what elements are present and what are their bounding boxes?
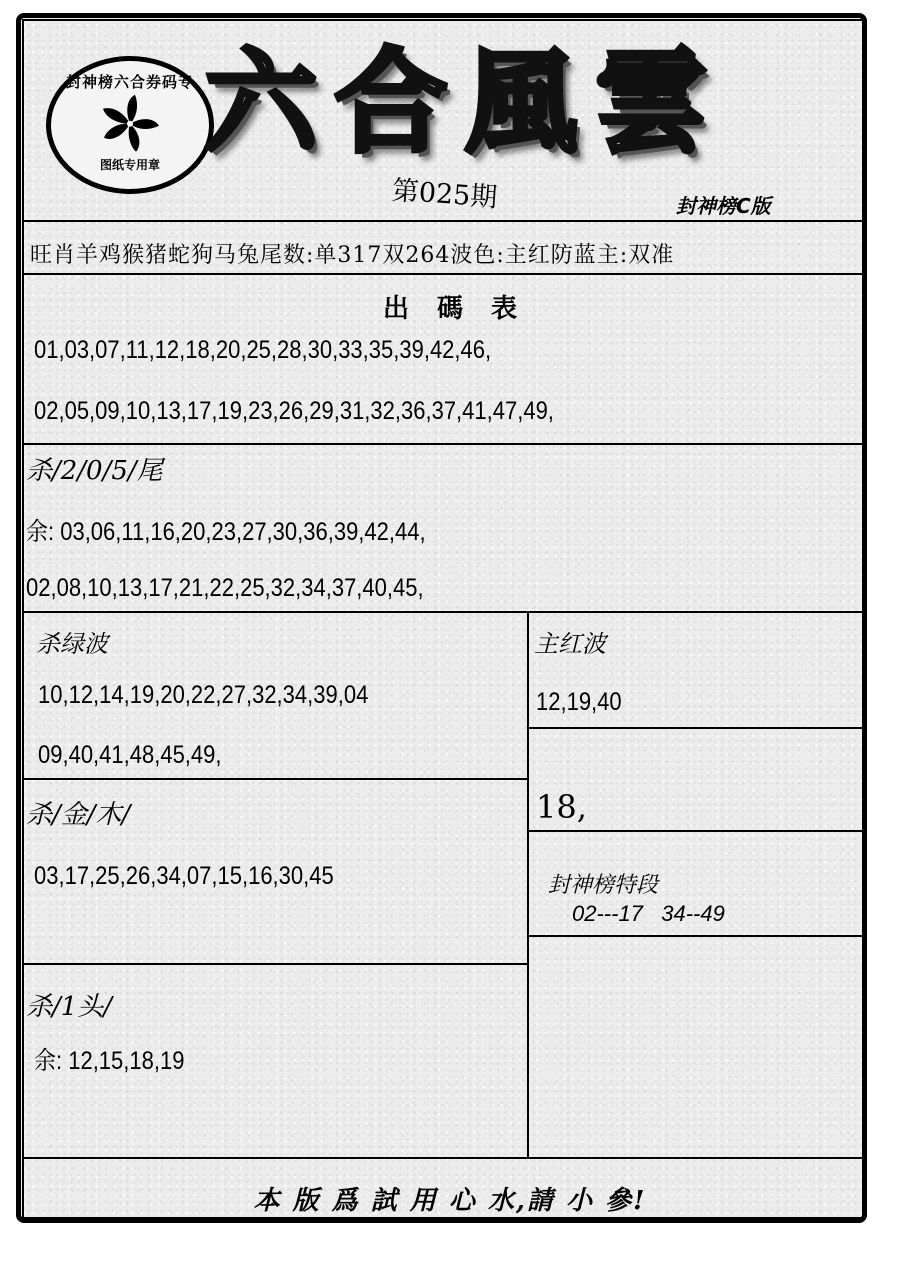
number-row: 02,08,10,13,17,21,22,25,32,34,37,40,45, [26, 574, 424, 602]
special-number: 18, [536, 788, 587, 826]
number-row: 02,05,09,10,13,17,19,23,26,29,31,32,36,37,41,47,49, [34, 397, 554, 425]
bauhinia-flower-icon [95, 93, 165, 155]
seal-bottom-text: 图纸专用章 [99, 158, 160, 172]
divider [22, 778, 529, 780]
divider [527, 727, 865, 729]
kill-elements-label: 杀/金/木/ [26, 800, 131, 830]
kill-tail-label: 杀/2/0/5/尾 [26, 456, 163, 486]
divider [527, 935, 865, 937]
kill-green-label: 杀绿波 [36, 630, 108, 658]
special-section-label: 封神榜特段 [548, 873, 659, 898]
main-red-label: 主红波 [534, 630, 606, 658]
number-row: 01,03,07,11,12,18,20,25,28,30,33,35,39,42,46, [34, 336, 492, 364]
number-row: 12,19,40 [536, 688, 622, 716]
divider-vertical [527, 611, 529, 1159]
divider [22, 443, 865, 445]
number-row: 余: 12,15,18,19 [34, 1047, 185, 1075]
seal-ring-text: 封神榜六合券码专 [65, 73, 194, 91]
chart-title: 出碼表 [382, 294, 545, 324]
special-section-range: 02---17 34--49 [572, 901, 725, 926]
issue-number: 第025期 [390, 175, 499, 214]
footer-note: 本 版 爲 試 用 心 水,請 小 參! [253, 1186, 647, 1216]
divider [22, 1157, 865, 1159]
number-row: 09,40,41,48,45,49, [38, 741, 222, 769]
divider [22, 611, 865, 613]
divider [527, 830, 865, 832]
divider [22, 220, 865, 222]
official-seal [46, 56, 214, 194]
zodiac-info-line: 旺肖羊鸡猴猪蛇狗马兔尾数:单317双264波色:主红防蓝主:双准 [30, 243, 675, 268]
divider [22, 963, 529, 965]
number-row: 余: 03,06,11,16,20,23,27,30,36,39,42,44, [26, 518, 426, 546]
page-title: 六合風雲 [205, 37, 725, 168]
divider [22, 273, 865, 275]
number-row: 03,17,25,26,34,07,15,16,30,45 [34, 862, 334, 890]
edition-label: 封神榜C版 [676, 194, 771, 218]
number-row: 10,12,14,19,20,22,27,32,34,39,04 [38, 681, 369, 709]
kill-head-label: 杀/1头/ [26, 992, 113, 1022]
